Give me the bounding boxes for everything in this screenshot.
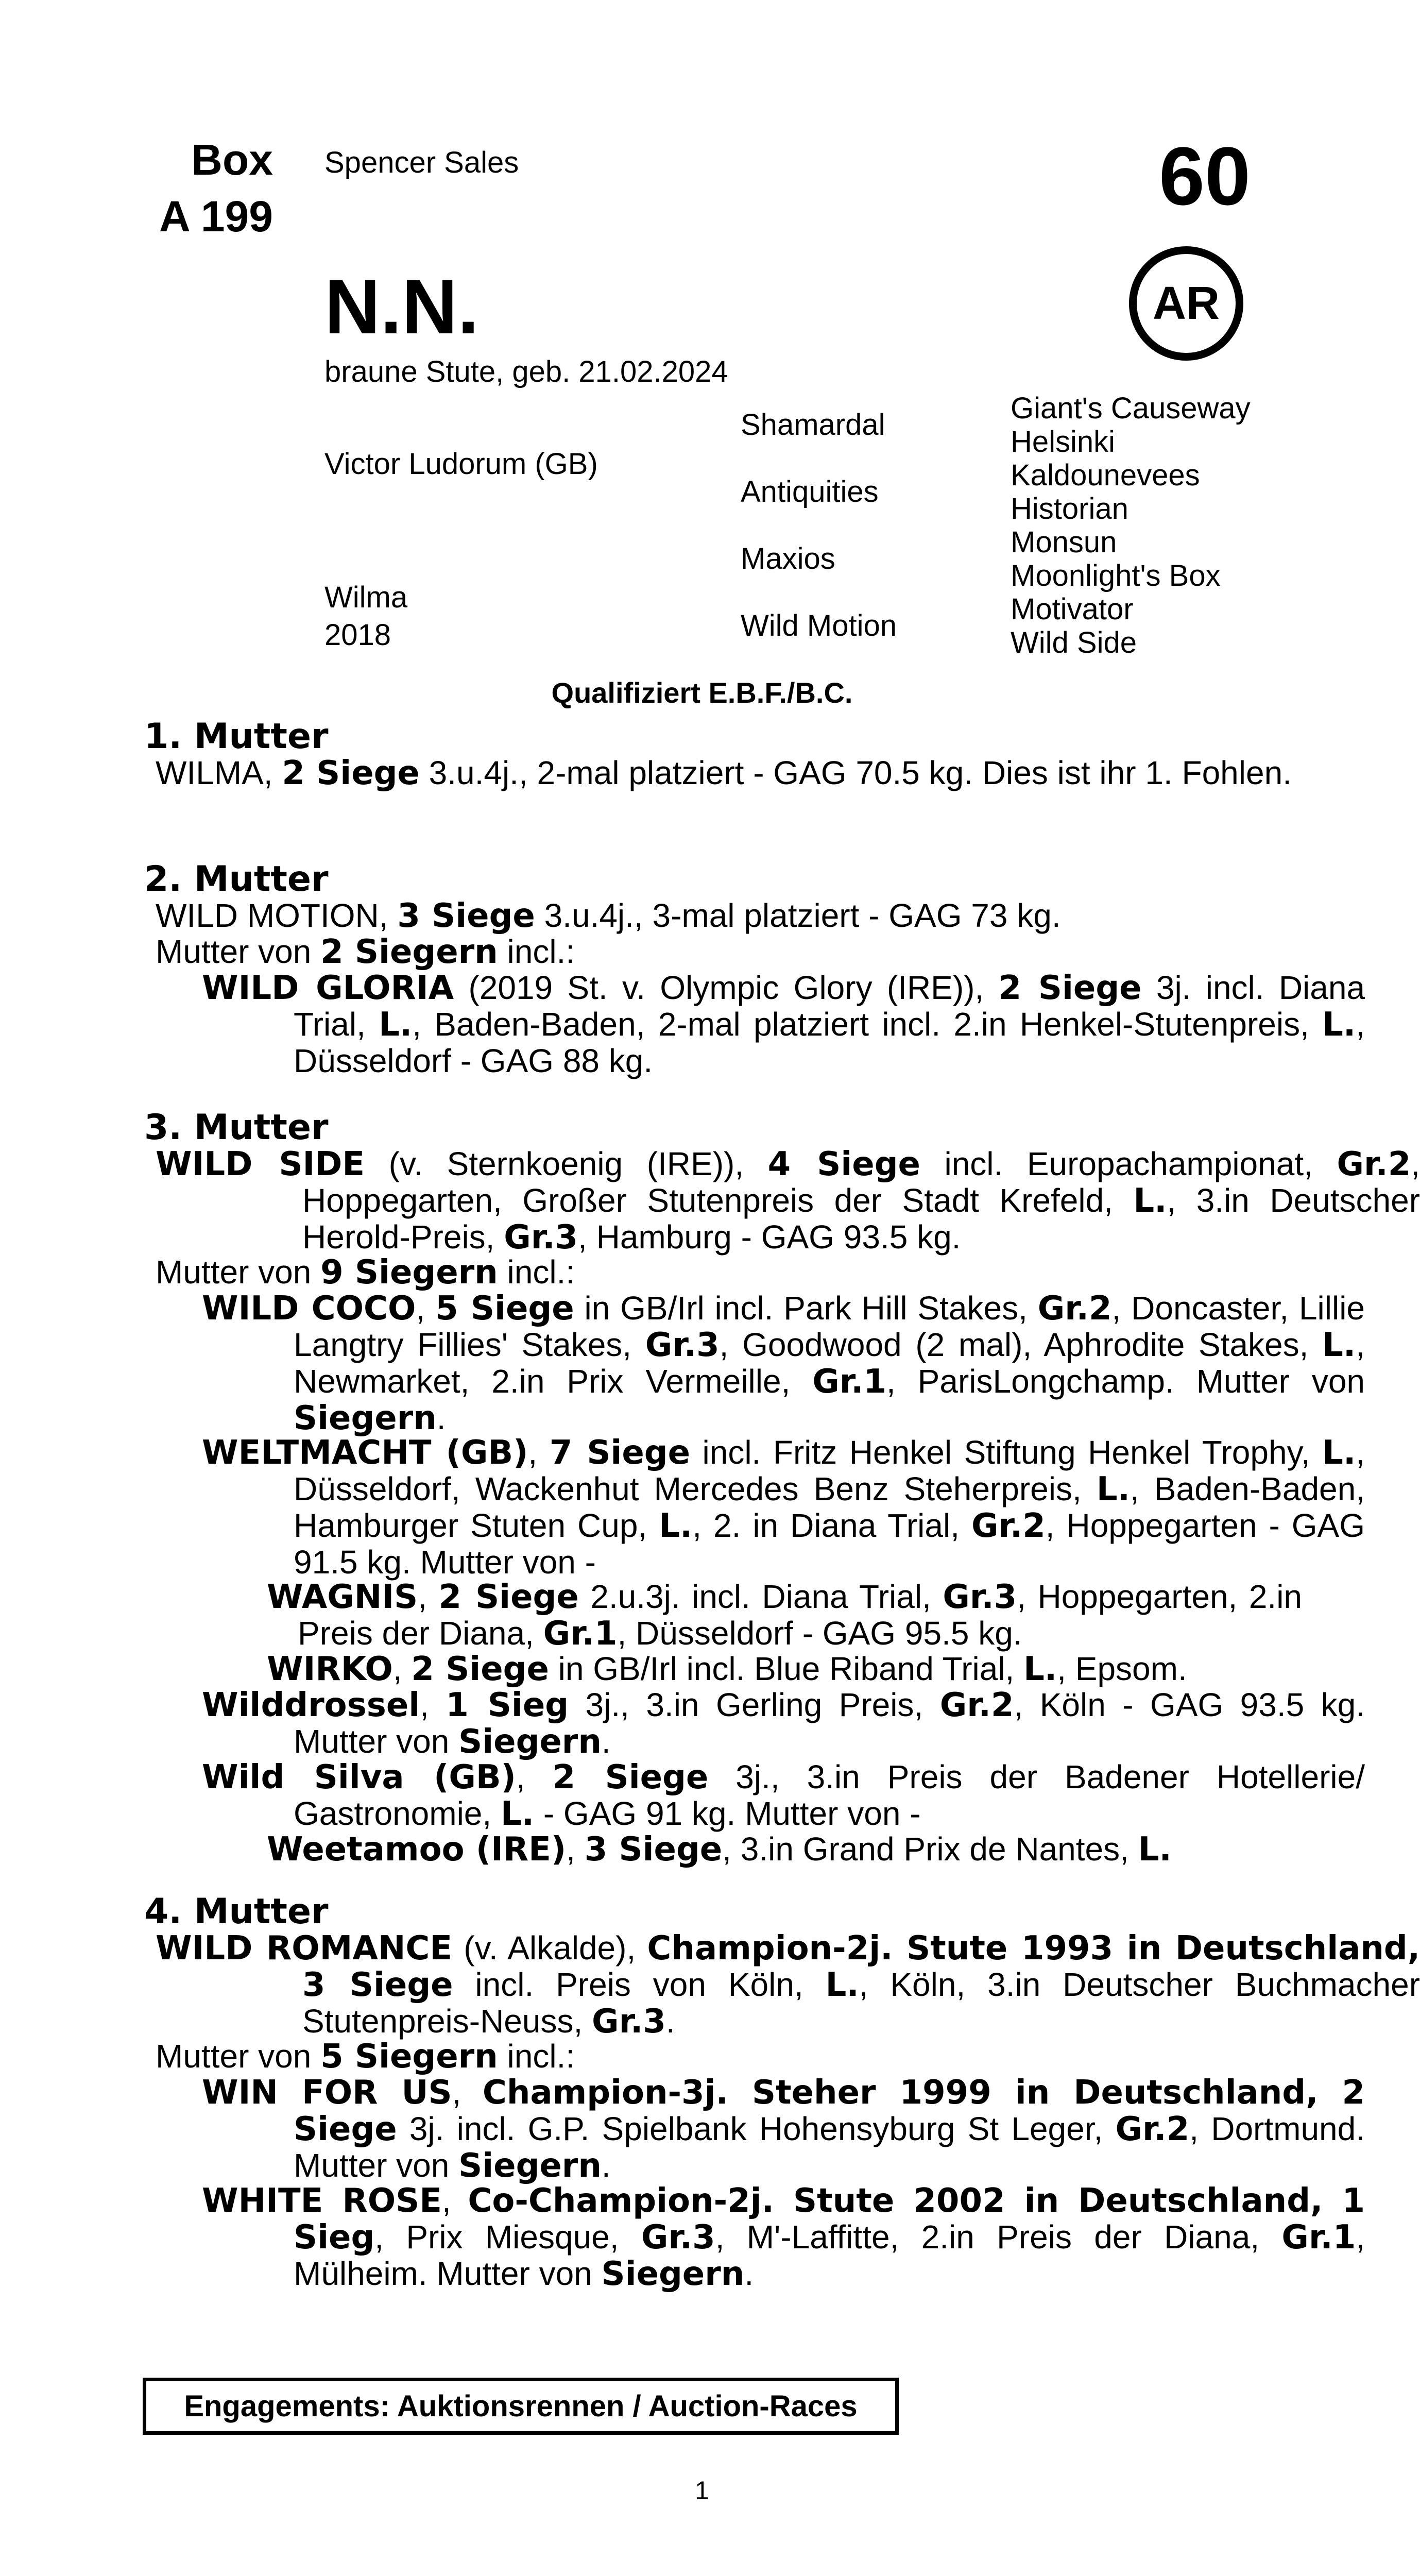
- bold-run: 2 Siege: [282, 754, 420, 792]
- text-run: Mutter von: [156, 1253, 321, 1291]
- text-run: ,: [452, 2074, 483, 2111]
- text-run: , ParisLongchamp. Mutter von: [886, 1363, 1365, 1400]
- bold-run: Champion-2j. Stute 1993 in Deutschland, 3 Siege: [302, 1929, 1420, 2004]
- bold-run: Siegern: [458, 1723, 602, 1761]
- bold-run: 1 Sieg: [446, 1686, 569, 1724]
- bold-run: L.: [1133, 1182, 1167, 1220]
- text-run: , Prix Miesque,: [374, 2218, 641, 2256]
- text-run: incl. Europachampionat,: [920, 1145, 1337, 1182]
- text-run: , Düsseldorf - GAG 88 kg.: [294, 1006, 1365, 1079]
- third-dam-progeny-4: [202, 1759, 1365, 1832]
- bold-run: WILD SIDE: [156, 1145, 365, 1183]
- third-dam-progeny-3: [202, 1687, 1365, 1760]
- horse-name: N.N.: [324, 263, 479, 350]
- text-run: (v. Sternkoenig (IRE)),: [365, 1145, 768, 1182]
- bold-run: L.: [379, 1006, 413, 1044]
- text-run: ,: [528, 1434, 550, 1471]
- bold-run: L.: [1322, 1434, 1356, 1472]
- pedigree-gen3-2: Helsinki: [1011, 425, 1116, 459]
- text-run: , Düsseldorf, Wackenhut Mercedes Benz Steherpreis,: [294, 1434, 1365, 1507]
- bold-run: Gr.2: [971, 1507, 1046, 1545]
- bold-run: Gr.2: [1337, 1145, 1411, 1183]
- text-run: Mutter von: [156, 933, 321, 970]
- text-run: incl.:: [498, 1253, 575, 1291]
- bold-run: L.: [1096, 1470, 1130, 1509]
- text-run: 2.u.3j. incl. Diana Trial,: [578, 1578, 943, 1615]
- text-run: , Hamburg - GAG 93.5 kg.: [578, 1218, 961, 1256]
- bold-run: 2 Siege: [411, 1650, 549, 1688]
- bold-run: Gr.3: [641, 2218, 715, 2257]
- fourth-dam-progeny-2: [202, 2182, 1365, 2292]
- bold-run: Siegern: [294, 1399, 437, 1437]
- bold-run: Wilddrossel: [202, 1686, 420, 1724]
- text-run: Mutter von: [156, 2038, 321, 2075]
- bold-run: Siegern: [458, 2147, 602, 2185]
- pedigree-sire: Victor Ludorum (GB): [324, 447, 598, 481]
- qualification-note: Qualifiziert E.B.F./B.C.: [551, 676, 853, 709]
- bold-run: WILD COCO: [202, 1290, 416, 1328]
- bold-run: Champion-3j. Steher 1999 in Deutschland, 2 Siege: [294, 2074, 1365, 2148]
- second-dam-progeny-1: [202, 970, 1365, 1079]
- text-run: , Doncaster, Lillie Langtry Fillies' Stakes,: [294, 1290, 1365, 1363]
- text-run: ,: [392, 1650, 412, 1687]
- third-dam-grand-progeny-3: [267, 1831, 1302, 1868]
- text-run: 3j., 3.in Gerling Preis,: [569, 1686, 940, 1723]
- bold-run: 9 Siegern: [320, 1253, 498, 1292]
- bold-run: L.: [1138, 1831, 1172, 1869]
- bold-run: L.: [500, 1795, 535, 1833]
- text-run: , Köln, 3.in Deutscher Buchmacher Stutenpreis-Neuss,: [302, 1966, 1420, 2040]
- text-run: , Hoppegarten, Großer Stutenpreis der Stadt Krefeld,: [302, 1145, 1420, 1219]
- text-run: , 2. in Diana Trial,: [692, 1507, 971, 1544]
- text-run: - GAG 91 kg. Mutter von -: [534, 1795, 921, 1832]
- bold-run: Weetamoo (IRE): [267, 1831, 567, 1869]
- text-run: , Hoppegarten - GAG 91.5 kg. Mutter von -: [294, 1507, 1365, 1581]
- bold-run: Siegern: [601, 2255, 745, 2293]
- bold-run: Gr.3: [943, 1578, 1017, 1616]
- bold-run: Gr.2: [939, 1686, 1014, 1724]
- bold-run: L.: [1322, 1326, 1356, 1364]
- bold-run: Co-Champion-2j. Stute 2002 in Deutschland, 1 Sieg: [294, 2182, 1365, 2257]
- pedigree-gen2-1: Shamardal: [741, 408, 885, 442]
- fourth-dam-heading: 4. Mutter: [144, 1891, 329, 1932]
- pedigree-dam-year: 2018: [324, 618, 391, 652]
- box-number: A 199: [159, 192, 273, 241]
- text-run: .: [436, 1399, 446, 1436]
- first-dam-text: [156, 755, 1420, 791]
- third-dam-dam-of: [156, 1254, 1420, 1291]
- bold-run: L.: [825, 1966, 859, 2004]
- text-run: WILMA,: [156, 754, 282, 791]
- text-run: incl. Preis von Köln,: [453, 1966, 826, 2003]
- text-run: ,: [420, 1686, 446, 1723]
- text-run: , Goodwood (2 mal), Aphrodite Stakes,: [719, 1326, 1323, 1363]
- bold-run: WAGNIS: [267, 1578, 418, 1616]
- seller-name: Spencer Sales: [324, 146, 519, 179]
- pedigree-gen3-1: Giant's Causeway: [1011, 392, 1251, 425]
- bold-run: Gr.3: [592, 2003, 666, 2041]
- text-run: incl.:: [498, 933, 575, 970]
- bold-run: 5 Siegern: [320, 2038, 498, 2076]
- text-run: , Hoppegarten, 2.in Preis der Diana,: [298, 1578, 1303, 1652]
- text-run: , Baden-Baden, Hamburger Stuten Cup,: [294, 1470, 1365, 1544]
- lot-number: 60: [1159, 130, 1251, 222]
- bold-run: WHITE ROSE: [202, 2182, 442, 2220]
- text-run: 3.u.4j., 3-mal platziert - GAG 73 kg.: [535, 897, 1061, 934]
- text-run: incl.:: [498, 2038, 575, 2075]
- bold-run: 4 Siege: [767, 1145, 920, 1183]
- bold-run: WILD ROMANCE: [156, 1929, 453, 1968]
- text-run: .: [744, 2255, 754, 2292]
- text-run: .: [601, 1723, 611, 1760]
- bold-run: WELTMACHT (GB): [202, 1434, 528, 1472]
- text-run: ,: [516, 1758, 553, 1795]
- text-run: .: [665, 2003, 675, 2040]
- bold-run: 2 Siege: [552, 1758, 709, 1797]
- text-run: 3j., 3.in Preis der Badener Hotellerie/ Gastronomie,: [294, 1758, 1365, 1832]
- text-run: , Epsom.: [1057, 1650, 1187, 1687]
- pedigree-gen3-6: Moonlight's Box: [1011, 559, 1221, 592]
- pedigree-gen2-4: Wild Motion: [741, 609, 897, 642]
- text-run: 3j. incl. Diana Trial,: [294, 969, 1365, 1043]
- text-run: incl. Fritz Henkel Stiftung Henkel Trophy,: [690, 1434, 1323, 1471]
- pedigree-gen3-3: Kaldounevees: [1011, 459, 1200, 492]
- page-number: 1: [695, 2476, 709, 2505]
- text-run: , 3.in Deutscher Herold-Preis,: [302, 1182, 1420, 1256]
- text-run: .: [601, 2147, 611, 2184]
- text-run: , Baden-Baden, 2-mal platziert incl. 2.in Henkel-Stutenpreis,: [412, 1006, 1323, 1043]
- text-run: (v. Alkalde),: [452, 1929, 647, 1967]
- fourth-dam-text: [156, 1930, 1420, 2040]
- bold-run: Gr.1: [812, 1363, 887, 1401]
- bold-run: L.: [1322, 1006, 1356, 1044]
- pedigree-dam: Wilma: [324, 581, 408, 614]
- second-dam-heading: 2. Mutter: [144, 859, 329, 900]
- bold-run: WIN FOR US: [202, 2074, 452, 2112]
- text-run: in GB/Irl incl. Blue Riband Trial,: [549, 1650, 1024, 1687]
- bold-run: L.: [1023, 1650, 1057, 1688]
- bold-run: L.: [659, 1507, 693, 1545]
- text-run: ,: [566, 1831, 585, 1868]
- pedigree-gen2-2: Antiquities: [741, 475, 879, 509]
- fourth-dam-progeny-1: [202, 2074, 1365, 2184]
- bold-run: Gr.2: [1037, 1290, 1112, 1328]
- bold-run: 2 Siege: [998, 969, 1142, 1007]
- bold-run: 5 Siege: [435, 1290, 574, 1328]
- third-dam-text: [156, 1146, 1420, 1256]
- bold-run: Gr.3: [504, 1218, 578, 1257]
- bold-run: 2 Siege: [438, 1578, 579, 1616]
- second-dam-dam-of: [156, 934, 1420, 970]
- bold-run: 2 Siegern: [320, 933, 498, 971]
- text-run: , M'-Laffitte, 2.in Preis der Diana,: [715, 2218, 1282, 2256]
- text-run: WILD MOTION,: [156, 897, 398, 934]
- text-run: ,: [416, 1290, 436, 1327]
- pedigree-gen3-7: Motivator: [1011, 592, 1134, 626]
- bold-run: Gr.1: [543, 1615, 618, 1653]
- bold-run: WIRKO: [267, 1650, 393, 1688]
- bold-run: Wild Silva (GB): [202, 1758, 516, 1797]
- third-dam-grand-progeny-2: [267, 1651, 1302, 1687]
- box-label: Box: [191, 135, 273, 184]
- bold-run: 3 Siege: [397, 897, 535, 935]
- text-run: , 3.in Grand Prix de Nantes,: [722, 1831, 1138, 1868]
- third-dam-progeny-2: [202, 1434, 1365, 1580]
- text-run: (2019 St. v. Olympic Glory (IRE)),: [454, 969, 999, 1006]
- bold-run: 3 Siege: [584, 1831, 723, 1869]
- third-dam-heading: 3. Mutter: [144, 1107, 329, 1148]
- text-run: ,: [418, 1578, 439, 1615]
- text-run: ,: [441, 2182, 468, 2219]
- text-run: , Köln - GAG 93.5 kg. Mutter von: [294, 1686, 1365, 1760]
- text-run: , Dortmund. Mutter von: [294, 2110, 1365, 2184]
- text-run: , Mülheim. Mutter von: [294, 2218, 1365, 2292]
- pedigree-gen3-5: Monsun: [1011, 526, 1117, 559]
- bold-run: Gr.3: [645, 1326, 720, 1364]
- bold-run: Gr.1: [1281, 2218, 1356, 2257]
- text-run: 3j. incl. G.P. Spielbank Hohensyburg St Leger,: [397, 2110, 1116, 2147]
- text-run: , Düsseldorf - GAG 95.5 kg.: [617, 1615, 1022, 1652]
- bold-run: 7 Siege: [549, 1434, 690, 1472]
- pedigree-gen3-8: Wild Side: [1011, 626, 1137, 659]
- third-dam-progeny-1: [202, 1290, 1365, 1436]
- bold-run: WILD GLORIA: [202, 969, 454, 1007]
- second-dam-text: [156, 897, 1420, 934]
- third-dam-grand-progeny-1: [267, 1579, 1302, 1652]
- fourth-dam-dam-of: [156, 2038, 1420, 2075]
- first-dam-heading: 1. Mutter: [144, 716, 329, 757]
- text-run: , Newmarket, 2.in Prix Vermeille,: [294, 1326, 1365, 1400]
- text-run: in GB/Irl incl. Park Hill Stakes,: [574, 1290, 1038, 1327]
- bold-run: Gr.2: [1115, 2110, 1190, 2148]
- ar-badge-icon: AR: [1129, 246, 1243, 361]
- pedigree-gen2-3: Maxios: [741, 542, 835, 575]
- engagements-box: [143, 2378, 899, 2435]
- horse-description: braune Stute, geb. 21.02.2024: [324, 355, 728, 388]
- engagements-label: Engagements: Auktionsrennen / Auction-Races: [184, 2389, 858, 2423]
- text-run: 3.u.4j., 2-mal platziert - GAG 70.5 kg. Dies ist ihr 1. Fohlen.: [419, 754, 1292, 791]
- pedigree-gen3-4: Historian: [1011, 492, 1128, 526]
